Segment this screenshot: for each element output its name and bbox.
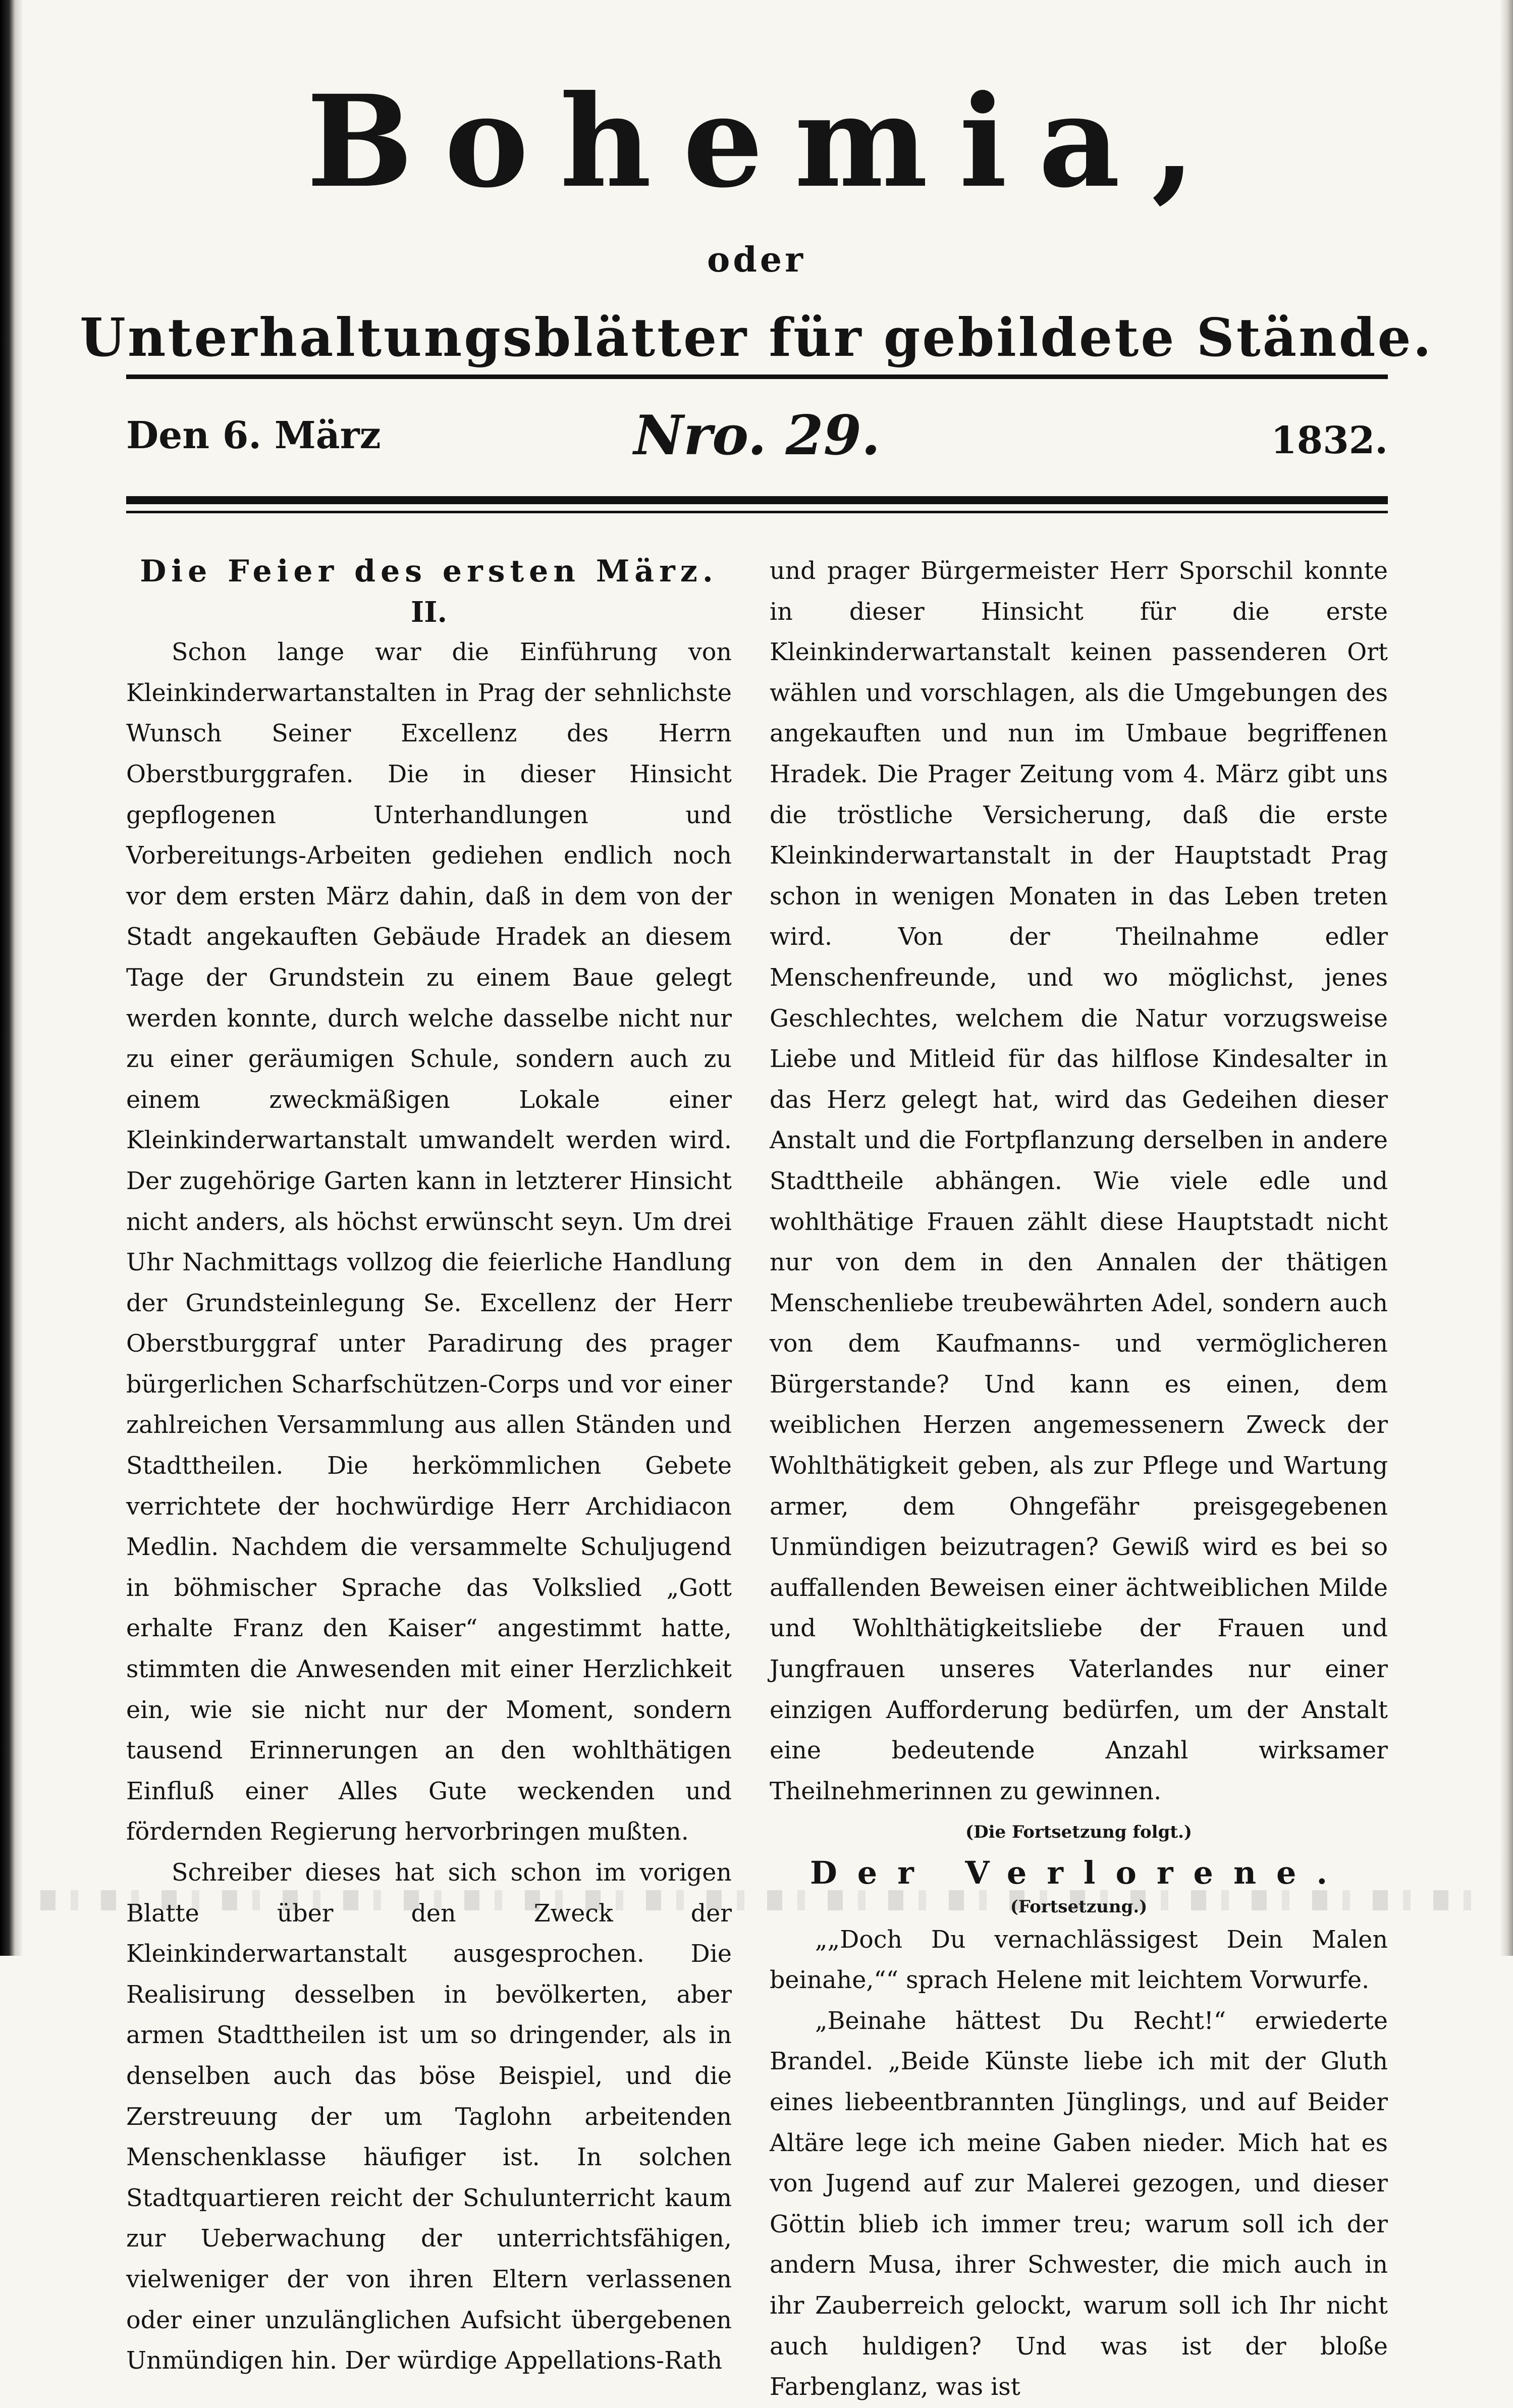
article-title: Die Feier des ersten März.	[140, 554, 718, 589]
story-title: Der Verlorene.	[809, 1854, 1348, 1891]
story-paragraph-1: „„Doch Du vernachlässigest Dein Malen beinahe,““ sprach Helene mit leichtem Vorwurfe.	[770, 1925, 1388, 1995]
double-rule-thick	[126, 496, 1388, 504]
right-column	[770, 551, 1388, 2408]
title-conjunction: oder	[707, 240, 806, 280]
story-subtitle: (Fortsetzung.)	[1010, 1896, 1148, 1917]
masthead	[0, 66, 1513, 370]
issue-year: 1832.	[1271, 419, 1388, 462]
issue-number: Nro. 29.	[633, 404, 881, 467]
scan-bleedthrough	[40, 1890, 1474, 1910]
left-column	[126, 551, 732, 2382]
top-rule	[126, 374, 1388, 379]
newspaper-subtitle: Unterhaltungsblätter für gebildete Stände.	[80, 306, 1433, 368]
article-paragraph-continued: und prager Bürgermeister Herr Sporschil konnte in dieser Hinsicht für die erste Kleinkinderwartanstalt keinen passenderen Ort wählen und vorschlagen, als die Umgebungen des angekauften und nun im Umbaue begriffenen Hradek. Die Prager Zeitung vom 4. März gibt uns die tröstliche Versicherung, daß die erste Kleinkinderwartanstalt in der Hauptstadt Prag schon in wenigen Monaten in das Leben treten wird. Von der Theilnahme edler Menschenfreunde, und wo möglichst, jenes Geschlechtes, welchem die Natur vorzugsweise Liebe und Mitleid für das hilflose Kindesalter in das Herz gelegt hat, wird das Gedeihen dieser Anstalt und die Fortpflanzung derselben in andere Stadttheile abhängen. Wie viele edle und wohlthätige Frauen zählt diese Hauptstadt nicht nur von dem in den Annalen der thätigen Menschenliebe treubewährten Adel, sondern auch von dem Kaufmanns- und vermöglicheren Bürgerstande? Und kann es einen, dem weiblichen Herzen angemessenern Zweck der Wohlthätigkeit geben, als zur Pflege und Wartung armer, dem Ohngefähr preisgegebenen Unmündigen beizutragen? Gewiß wird es bei so auffallenden Beweisen einer ächtweiblichen Milde und Wohlthätigkeitsliebe der Frauen und Jungfrauen unseres Vaterlandes nur einer einzigen Aufforderung bedürfen, um der Anstalt eine bedeutende Anzahl wirksamer Theilnehmerinnen zu gewinnen.	[770, 557, 1388, 1805]
article-paragraph-1: Schon lange war die Einführung von Kleinkinderwartanstalten in Prag der sehnlichste Wunsch Seiner Excellenz des Herrn Oberstburggrafen. Die in dieser Hinsicht gepflogenen Unterhandlungen und Vorbereitungs-Arbeiten gediehen endlich noch vor dem ersten März dahin, daß in dem von der Stadt angekauften Gebäude Hradek an diesem Tage der Grundstein zu einem Baue gelegt werden konnte, durch welche dasselbe nicht nur zu einer geräumigen Schule, sondern auch zu einem zweckmäßigen Lokale einer Kleinkinderwartanstalt umwandelt werden wird. Der zugehörige Garten kann in letzterer Hinsicht nicht anders, als höchst erwünscht seyn. Um drei Uhr Nachmittags vollzog die feierliche Handlung der Grundsteinlegung Se. Excellenz der Herr Oberstburggraf unter Paradirung des prager bürgerlichen Scharfschützen-Corps und vor einer zahlreichen Versammlung aus allen Ständen und Stadttheilen. Die herkömmlichen Gebete verrichtete der hochwürdige Herr Archidiacon Medlin. Nachdem die versammelte Schuljugend in böhmischer Sprache das Volkslied „Gott erhalte Franz den Kaiser“ angestimmt hatte, stimmten die Anwesenden mit einer Herzlichkeit ein, wie sie nicht nur der Moment, sondern tausend Erinnerungen an den wohlthätigen Einfluß einer Alles Gute weckenden und fördernden Regierung hervorbringen mußten.	[126, 638, 732, 1846]
double-rule-thin	[126, 511, 1388, 513]
issue-date: Den 6. März	[126, 414, 381, 457]
article-part: II.	[411, 595, 447, 629]
article-paragraph-2: Schreiber dieses hat sich schon im vorigen Blatte über den Zweck der Kleinkinderwartanstalt ausgesprochen. Die Realisirung desselben in bevölkerten, aber armen Stadttheilen ist um so dringender, als in denselben auch das böse Beispiel, und die Zerstreuung der um Taglohn arbeitenden Menschenklasse häufiger ist. In solchen Stadtquartieren reicht der Schulunterricht kaum zur Ueberwachung der unterrichtsfähigen, vielweniger der von ihren Eltern verlassenen oder einer unzulänglichen Aufsicht übergebenen Unmündigen hin. Der würdige Appellations-Rath	[126, 1859, 732, 2375]
continuation-note: (Die Fortsetzung folgt.)	[965, 1822, 1192, 1843]
newspaper-title: Bohemia,	[306, 67, 1227, 216]
dateline	[126, 404, 1388, 474]
story-paragraph-2: „Beinahe hättest Du Recht!“ erwiederte Brandel. „Beide Künste liebe ich mit der Gluth eines liebeentbrannten Jünglings, und auf Beider Altäre lege ich meine Gaben nieder. Mich hat es von Jugend auf zur Malerei gezogen, und dieser Göttin blieb ich immer treu; warum soll ich der andern Musa, ihrer Schwester, die mich auch in ihr Zauberreich gelockt, warum soll ich Ihr nicht auch huldigen? Und was ist der bloße Farbenglanz, was ist	[770, 2007, 1388, 2401]
